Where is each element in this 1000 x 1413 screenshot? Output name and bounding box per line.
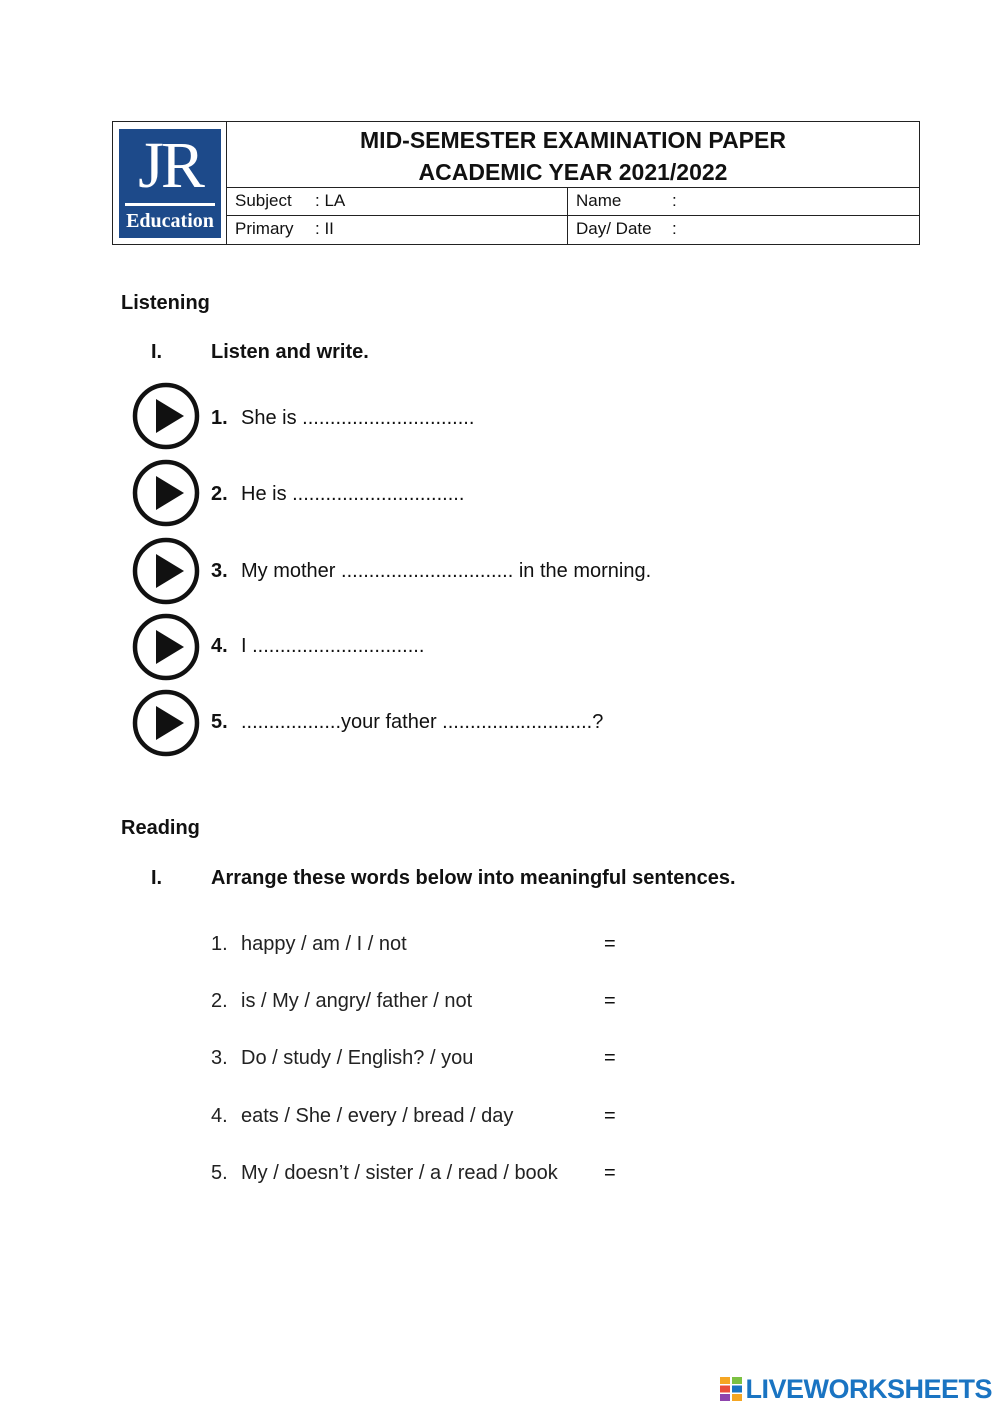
name-cell[interactable] (568, 188, 919, 215)
reading-item-number: 5. (211, 1162, 228, 1184)
subject-label: Subject (235, 191, 292, 210)
reading-instruction-number: I. (151, 867, 163, 889)
reading-item-number: 3. (211, 1047, 228, 1069)
name-label: Name (576, 191, 622, 210)
liveworksheets-brand: LIVEWORKSHEETS (745, 1373, 992, 1404)
liveworksheets-watermark[interactable] (720, 1373, 992, 1405)
play-audio-2-icon[interactable] (131, 458, 201, 528)
logo-cell (113, 122, 227, 244)
exam-title (227, 122, 919, 188)
reading-item-5 (211, 1162, 558, 1185)
answer-field-5[interactable]: = (604, 1162, 616, 1184)
listening-item-text: I ............................... (241, 635, 425, 657)
reading-item-2 (211, 990, 472, 1013)
listening-item-2 (211, 483, 464, 506)
answer-field-3[interactable]: = (604, 1047, 616, 1069)
reading-section-title: Reading (121, 817, 200, 839)
reading-item-number: 1. (211, 933, 228, 955)
date-cell[interactable] (568, 216, 919, 244)
listening-item-text: She is ............................... (241, 407, 475, 429)
listening-item-1 (211, 407, 474, 430)
listening-instruction: Listen and write. (211, 341, 369, 363)
primary-value: : II (315, 219, 334, 238)
reading-item-text: happy / am / I / not (241, 933, 407, 955)
listening-item-number: 4. (211, 635, 228, 657)
exam-header (112, 121, 920, 245)
listening-item-text: He is ............................... (241, 483, 465, 505)
reading-item-text: is / My / angry/ father / not (241, 990, 473, 1012)
listening-instruction-number: I. (151, 341, 163, 363)
reading-item-number: 2. (211, 990, 228, 1012)
primary-label: Primary (235, 219, 294, 238)
reading-item-1 (211, 933, 407, 956)
listening-item-text: ..................your father ...........................? (241, 711, 604, 733)
reading-item-text: Do / study / English? / you (241, 1047, 474, 1069)
listening-item-5 (211, 711, 603, 734)
name-value: : (672, 191, 677, 210)
reading-item-text: eats / She / every / bread / day (241, 1105, 514, 1127)
answer-field-4[interactable]: = (604, 1105, 616, 1127)
info-row-2 (227, 216, 919, 244)
listening-item-4 (211, 635, 424, 658)
play-audio-4-icon[interactable] (131, 612, 201, 682)
logo-sub-text: Education (126, 210, 214, 232)
play-audio-1-icon[interactable] (131, 381, 201, 451)
date-label: Day/ Date (576, 219, 652, 238)
info-row-1 (227, 188, 919, 216)
date-value: : (672, 219, 677, 238)
primary-cell (227, 216, 568, 244)
listening-item-number: 1. (211, 407, 228, 429)
play-audio-5-icon[interactable] (131, 688, 201, 758)
listening-item-number: 5. (211, 711, 228, 733)
listening-item-number: 2. (211, 483, 228, 505)
jr-education-logo (119, 129, 221, 238)
answer-field-1[interactable]: = (604, 933, 616, 955)
play-audio-3-icon[interactable] (131, 536, 201, 606)
reading-item-number: 4. (211, 1105, 228, 1127)
listening-item-number: 3. (211, 560, 228, 582)
logo-main-text: JR (138, 129, 202, 202)
answer-field-2[interactable]: = (604, 990, 616, 1012)
listening-item-text: My mother ............................... in the morning. (241, 560, 652, 582)
subject-cell (227, 188, 568, 215)
reading-item-3 (211, 1047, 473, 1070)
title-line-2: ACADEMIC YEAR 2021/2022 (418, 159, 728, 185)
subject-value: : LA (315, 191, 346, 210)
listening-section-title: Listening (121, 292, 210, 314)
logo-divider (125, 203, 215, 206)
title-line-1: MID-SEMESTER EXAMINATION PAPER (360, 127, 786, 153)
reading-instruction: Arrange these words below into meaningful sentences. (211, 867, 736, 889)
reading-item-text: My / doesn’t / sister / a / read / book (241, 1162, 558, 1184)
listening-item-3 (211, 560, 651, 583)
reading-item-4 (211, 1105, 513, 1128)
liveworksheets-logo-icon (720, 1377, 742, 1401)
